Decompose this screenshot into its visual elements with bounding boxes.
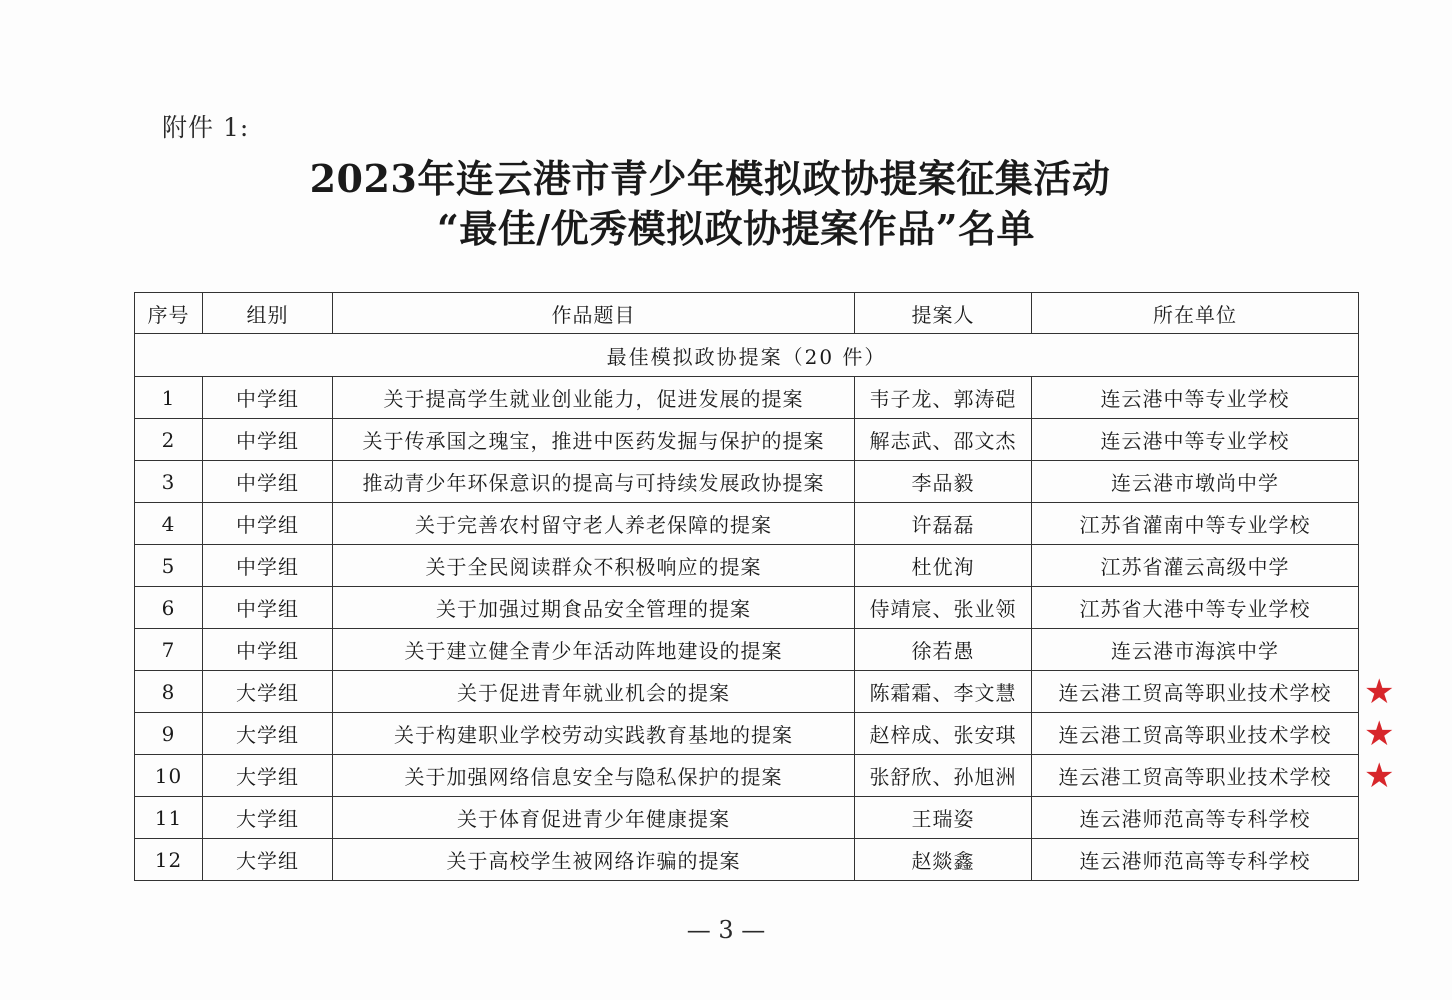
- row-number: 7: [135, 629, 203, 671]
- award-list-table: [134, 292, 1359, 881]
- row-number: 9: [135, 713, 203, 755]
- red-star-icon: ★: [1364, 713, 1395, 754]
- section-title: 最佳模拟政协提案（20 件）: [135, 334, 1359, 377]
- row-group: 中学组: [203, 419, 333, 461]
- row-number: 2: [135, 419, 203, 461]
- row-group: 大学组: [203, 839, 333, 881]
- table-row: [135, 797, 1359, 839]
- column-header-number: 序号: [135, 293, 203, 334]
- row-proposal-title: 关于高校学生被网络诈骗的提案: [333, 839, 855, 881]
- table-row: [135, 377, 1359, 419]
- row-proposal-title: 关于完善农村留守老人养老保障的提案: [333, 503, 855, 545]
- row-number: 5: [135, 545, 203, 587]
- document-title-line-1: 2023年连云港市青少年模拟政协提案征集活动: [309, 156, 1111, 201]
- row-group: 大学组: [203, 671, 333, 713]
- row-unit: 连云港师范高等专科学校: [1032, 797, 1359, 839]
- row-proposal-title: 关于加强过期食品安全管理的提案: [333, 587, 855, 629]
- row-unit: 连云港市墩尚中学: [1032, 461, 1359, 503]
- attachment-label: 附件 1:: [162, 113, 250, 142]
- table-row: [135, 755, 1359, 797]
- row-unit: 连云港市海滨中学: [1032, 629, 1359, 671]
- column-header-group: 组别: [203, 293, 333, 334]
- row-number: 8: [135, 671, 203, 713]
- row-unit: 连云港中等专业学校: [1032, 377, 1359, 419]
- row-proposal-title: 关于加强网络信息安全与隐私保护的提案: [333, 755, 855, 797]
- row-unit: 连云港师范高等专科学校: [1032, 839, 1359, 881]
- row-number: 10: [135, 755, 203, 797]
- row-author: 赵梓成、张安琪: [855, 713, 1032, 755]
- table-row: [135, 461, 1359, 503]
- row-proposal-title: 关于全民阅读群众不积极响应的提案: [333, 545, 855, 587]
- row-proposal-title: 关于促进青年就业机会的提案: [333, 671, 855, 713]
- table-row: [135, 629, 1359, 671]
- row-unit: 连云港工贸高等职业技术学校: [1032, 713, 1359, 755]
- table-row: [135, 419, 1359, 461]
- row-proposal-title: 推动青少年环保意识的提高与可持续发展政协提案: [333, 461, 855, 503]
- row-group: 中学组: [203, 629, 333, 671]
- row-proposal-title: 关于建立健全青少年活动阵地建设的提案: [333, 629, 855, 671]
- row-group: 中学组: [203, 587, 333, 629]
- row-number: 4: [135, 503, 203, 545]
- row-number: 11: [135, 797, 203, 839]
- row-unit: 连云港工贸高等职业技术学校: [1032, 755, 1359, 797]
- row-group: 中学组: [203, 377, 333, 419]
- row-author: 许磊磊: [855, 503, 1032, 545]
- red-star-icon: ★: [1364, 671, 1395, 712]
- row-number: 1: [135, 377, 203, 419]
- column-header-unit: 所在单位: [1032, 293, 1359, 334]
- row-group: 中学组: [203, 503, 333, 545]
- row-number: 12: [135, 839, 203, 881]
- row-author: 杜优洵: [855, 545, 1032, 587]
- row-author: 张舒欣、孙旭洲: [855, 755, 1032, 797]
- table-row: [135, 545, 1359, 587]
- row-unit: 连云港工贸高等职业技术学校: [1032, 671, 1359, 713]
- table-row: [135, 671, 1359, 713]
- row-unit: 江苏省灌云高级中学: [1032, 545, 1359, 587]
- row-group: 中学组: [203, 545, 333, 587]
- row-author: 韦子龙、郭涛硙: [855, 377, 1032, 419]
- row-proposal-title: 关于构建职业学校劳动实践教育基地的提案: [333, 713, 855, 755]
- document-title-line-2: “最佳/优秀模拟政协提案作品”名单: [436, 206, 1036, 251]
- row-proposal-title: 关于体育促进青少年健康提案: [333, 797, 855, 839]
- row-author: 赵燚鑫: [855, 839, 1032, 881]
- row-proposal-title: 关于传承国之瑰宝，推进中医药发掘与保护的提案: [333, 419, 855, 461]
- table-row: [135, 587, 1359, 629]
- row-number: 3: [135, 461, 203, 503]
- table-row: [135, 713, 1359, 755]
- page-number: — 3 —: [686, 916, 766, 944]
- row-number: 6: [135, 587, 203, 629]
- row-author: 徐若愚: [855, 629, 1032, 671]
- row-group: 中学组: [203, 461, 333, 503]
- row-unit: 连云港中等专业学校: [1032, 419, 1359, 461]
- table-row: [135, 839, 1359, 881]
- row-unit: 江苏省灌南中等专业学校: [1032, 503, 1359, 545]
- table-header-row: [135, 293, 1359, 334]
- row-group: 大学组: [203, 755, 333, 797]
- section-row: [135, 334, 1359, 377]
- column-header-author: 提案人: [855, 293, 1032, 334]
- red-star-icon: ★: [1364, 755, 1395, 796]
- row-unit: 江苏省大港中等专业学校: [1032, 587, 1359, 629]
- row-author: 侍靖宸、张业领: [855, 587, 1032, 629]
- row-group: 大学组: [203, 713, 333, 755]
- row-proposal-title: 关于提高学生就业创业能力，促进发展的提案: [333, 377, 855, 419]
- row-author: 解志武、邵文杰: [855, 419, 1032, 461]
- row-group: 大学组: [203, 797, 333, 839]
- row-author: 李品毅: [855, 461, 1032, 503]
- table-row: [135, 503, 1359, 545]
- row-author: 王瑞姿: [855, 797, 1032, 839]
- row-author: 陈霜霜、李文慧: [855, 671, 1032, 713]
- column-header-title: 作品题目: [333, 293, 855, 334]
